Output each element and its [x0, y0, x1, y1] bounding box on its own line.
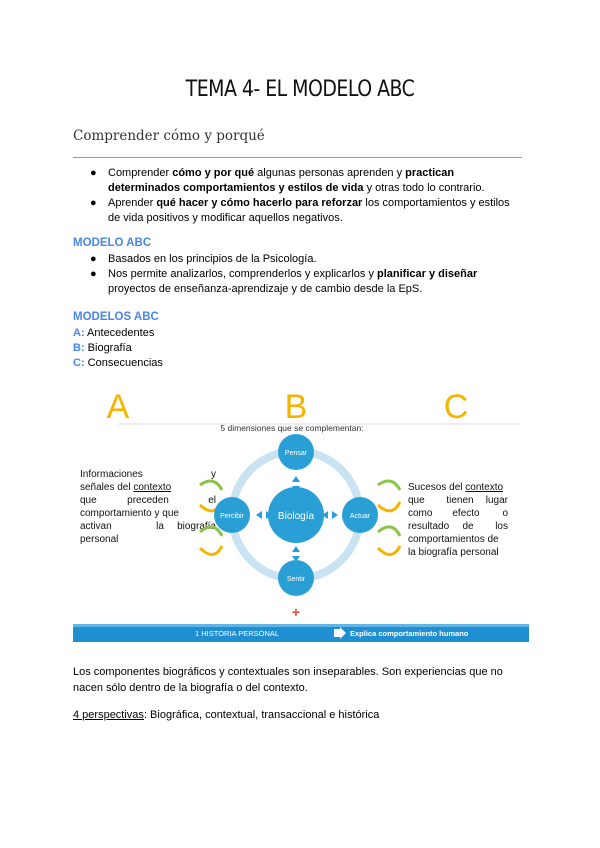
svg-text:resultado: resultado	[408, 521, 450, 532]
svg-text:Sentir: Sentir	[286, 576, 306, 583]
svg-text:que: que	[408, 495, 425, 506]
bullet-icon: ●	[90, 167, 97, 179]
plus-sign: +	[291, 604, 301, 620]
paragraph-inseparables: Los componentes biográficos y contextuales son inseparables. Son experiencias que no nacen sólo dentro de la biografía o del contexto.	[73, 666, 503, 694]
abc-diagram	[0, 380, 600, 650]
diagram-caption: 5 dimensiones que se complementan:	[220, 423, 364, 433]
svg-text:Pensar: Pensar	[284, 450, 308, 457]
letter-b: B	[284, 388, 308, 426]
curved-arrow-icon	[200, 481, 222, 490]
section-heading-modelo-abc: MODELO ABC	[73, 237, 152, 249]
svg-text:los: los	[495, 521, 508, 532]
list-item: ● Nos permite analizarlos, comprenderlos y explicarlos y planificar y diseñar proyectos de enseñanza-aprendizaje y de cambio desde la EpS.	[90, 268, 478, 295]
abc-item-c: C: Consecuencias	[73, 357, 163, 369]
svg-text:comportamiento y que: comportamiento y que	[80, 508, 179, 519]
svg-text:preceden: preceden	[127, 495, 169, 506]
abc-item-b: B: Biografía	[73, 342, 132, 354]
svg-text:señales del contexto: señales del contexto	[80, 482, 172, 493]
svg-text:Percibir: Percibir	[220, 513, 244, 520]
list-item: ● Comprender cómo y por qué algunas personas aprenden y practican determinados comportamientos y estilos de vida y otras todo lo contrario.	[90, 167, 485, 194]
svg-text:el: el	[208, 495, 216, 506]
section1-bullet-list	[90, 252, 520, 297]
svg-text:la biografía personal: la biografía personal	[408, 547, 499, 558]
consequences-text	[408, 482, 509, 558]
svg-text:biografía: biografía	[177, 521, 216, 532]
section-heading-modelos-abc: MODELOS ABC	[73, 311, 159, 323]
svg-text:que: que	[80, 495, 97, 506]
svg-text:Informaciones: Informaciones	[80, 469, 143, 480]
curved-arrow-icon	[378, 546, 400, 555]
bullet-icon: ●	[90, 253, 97, 265]
svg-text:y: y	[211, 469, 216, 480]
svg-text:la: la	[156, 521, 164, 532]
curved-arrow-icon	[200, 546, 222, 555]
svg-text:comportamientos de: comportamientos de	[408, 534, 499, 545]
historia-bar-label: 1 HISTORIA PERSONAL	[195, 629, 280, 638]
svg-text:Biología: Biología	[277, 511, 315, 522]
svg-text:de: de	[462, 521, 474, 532]
bullet-icon: ●	[90, 268, 97, 280]
page-title: TEMA 4- EL MODELO ABC	[185, 77, 415, 102]
antecedents-text	[80, 469, 216, 545]
letter-c: C	[443, 388, 469, 426]
curved-arrow-icon	[378, 481, 400, 490]
page-subtitle: Comprender cómo y porqué	[73, 128, 265, 144]
svg-text:activan: activan	[80, 521, 112, 532]
intro-bullet-list	[90, 166, 520, 226]
arrow-up-icon	[292, 546, 300, 552]
svg-text:tienen: tienen	[446, 495, 474, 506]
arrow-up-icon	[292, 476, 300, 482]
svg-text:o: o	[502, 508, 508, 519]
svg-text:Actuar: Actuar	[349, 513, 371, 520]
curved-arrow-icon	[378, 527, 400, 536]
svg-text:efecto: efecto	[452, 508, 480, 519]
abc-item-a: A: Antecedentes	[73, 327, 155, 339]
svg-text:personal: personal	[80, 534, 119, 545]
divider	[73, 157, 522, 158]
list-item: ● Basados en los principios de la Psicología.	[90, 253, 317, 265]
curved-arrow-icon	[378, 502, 400, 511]
bullet-icon: ●	[90, 197, 97, 209]
list-item: ● Aprender qué hacer y cómo hacerlo para reforzar los comportamientos y estilos de vida positivos y modificar aquellos negativos.	[90, 197, 510, 224]
letter-a: A	[106, 388, 130, 426]
historia-bar-result: Explica comportamiento humano	[350, 629, 469, 638]
paragraph-perspectivas: 4 perspectivas: Biográfica, contextual, transaccional e histórica	[73, 709, 380, 721]
svg-text:lugar: lugar	[485, 495, 508, 506]
svg-text:como: como	[408, 508, 433, 519]
arrow-right-icon	[332, 511, 338, 519]
svg-text:Sucesos del contexto: Sucesos del contexto	[408, 482, 504, 493]
arrow-left-icon	[256, 511, 262, 519]
